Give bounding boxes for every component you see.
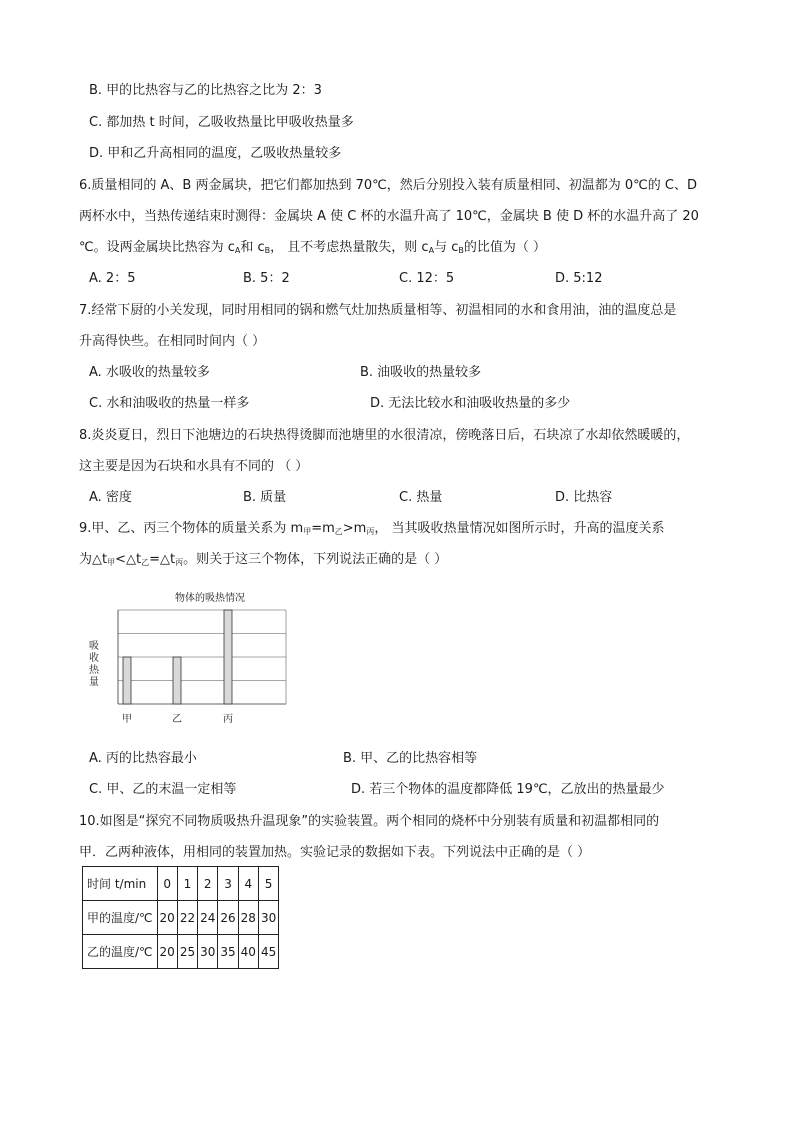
q6-text: 和 c xyxy=(240,240,265,255)
q9-text: =m xyxy=(311,521,335,536)
table-cell: 24 xyxy=(198,901,218,935)
bar-chart-svg xyxy=(84,582,306,742)
q9-option-d: D. 若三个物体的温度都降低 19℃，乙放出的热量最少 xyxy=(351,782,665,797)
q5-option-c: C. 都加热 t 时间，乙吸收热量比甲吸收热量多 xyxy=(89,115,354,130)
table-row xyxy=(83,901,279,935)
experiment-data-table xyxy=(82,866,279,969)
q7-stem-line-2: 升高得快些。在相同时间内（ ） xyxy=(79,334,266,349)
chart-bar-3 xyxy=(224,610,232,704)
table-cell: 1 xyxy=(177,867,197,901)
subscript-bing: 丙 xyxy=(175,558,184,567)
q9-stem-line-1 xyxy=(79,520,664,541)
q7-stem-line-1: 7.经常下厨的小关发现，同时用相同的锅和燃气灶加热质量相等、初温相同的水和食用油，油的温度总是 xyxy=(79,303,677,318)
subscript-yi: 乙 xyxy=(334,527,343,536)
table-cell: 20 xyxy=(157,901,177,935)
table-cell: 28 xyxy=(238,901,258,935)
table-row xyxy=(83,867,279,901)
q8-option-d: D. 比热容 xyxy=(555,490,613,505)
chart-bar-2 xyxy=(173,657,181,704)
q9-text: >m xyxy=(342,521,367,536)
subscript-yi: 乙 xyxy=(141,558,150,567)
table-cell: 0 xyxy=(157,867,177,901)
q8-stem-line-2: 这主要是因为石块和水具有不同的 （ ） xyxy=(79,459,309,474)
table-cell: 3 xyxy=(218,867,238,901)
table-body xyxy=(83,867,279,969)
table-cell: 30 xyxy=(258,901,278,935)
q8-option-c: C. 热量 xyxy=(399,490,443,505)
table-row-header: 甲的温度/℃ xyxy=(83,901,158,935)
q9-option-a: A. 丙的比热容最小 xyxy=(89,751,197,766)
q6-stem-line-1: 6.质量相同的 A、B 两金属块，把它们都加热到 70℃，然后分别投入装有质量相同、初温都为 0℃的 C、D xyxy=(79,178,697,193)
chart-y-axis-label: 吸收热量 xyxy=(86,640,98,688)
q6-text: 的比值为（ ） xyxy=(463,240,546,255)
table-cell: 30 xyxy=(198,935,218,969)
subscript-jia: 甲 xyxy=(107,558,116,567)
q6-option-d: D. 5:12 xyxy=(555,271,603,286)
q9-stem-line-2 xyxy=(79,551,447,572)
q9-option-c: C. 甲、乙的末温一定相等 xyxy=(89,782,237,797)
chart-x-tick-label: 丙 xyxy=(223,714,233,725)
chart-background xyxy=(84,582,306,742)
q9-text: <△t xyxy=(115,552,142,567)
q6-option-b: B. 5：2 xyxy=(243,271,290,286)
q8-option-b: B. 质量 xyxy=(243,490,287,505)
table-cell: 35 xyxy=(218,935,238,969)
q6-stem-line-2: 两杯水中，当热传递结束时测得：金属块 A 使 C 杯的水温升高了 10℃，金属块 B 使 D 杯的水温升高了 20 xyxy=(79,209,699,224)
table-cell: 4 xyxy=(238,867,258,901)
q9-text: 9.甲、乙、丙三个物体的质量关系为 m xyxy=(79,521,304,536)
chart-x-tick-label: 甲 xyxy=(122,714,132,725)
q7-option-b: B. 油吸收的热量较多 xyxy=(360,365,482,380)
q6-option-a: A. 2：5 xyxy=(89,271,136,286)
chart-bar-1 xyxy=(123,657,131,704)
table-cell: 25 xyxy=(177,935,197,969)
table-cell: 40 xyxy=(238,935,258,969)
q6-text: ， 且不考虑热量散失，则 c xyxy=(270,240,429,255)
q9-text: 为△t xyxy=(79,552,108,567)
table-row-header: 时间 t/min xyxy=(83,867,158,901)
table-cell: 26 xyxy=(218,901,238,935)
q9-text: ， 当其吸收热量情况如图所示时，升高的温度关系 xyxy=(374,521,665,536)
chart-title: 物体的吸热情况 xyxy=(175,593,245,604)
q6-text: ℃。设两金属块比热容为 c xyxy=(79,240,235,255)
q5-option-b: B. 甲的比热容与乙的比热容之比为 2：3 xyxy=(89,83,322,98)
table-cell: 5 xyxy=(258,867,278,901)
q9-text: =△t xyxy=(149,552,176,567)
q10-stem-line-1: 10.如图是“探究不同物质吸热升温现象”的实验装置。两个相同的烧杯中分别装有质量和初温都相同的 xyxy=(79,814,660,829)
subscript-b: B xyxy=(458,246,464,255)
subscript-a: A xyxy=(428,246,435,255)
subscript-jia: 甲 xyxy=(303,527,312,536)
table-cell: 2 xyxy=(198,867,218,901)
q9-text: 。则关于这三个物体，下列说法正确的是（ ） xyxy=(183,552,448,567)
table-cell: 45 xyxy=(258,935,278,969)
table-cell: 22 xyxy=(177,901,197,935)
subscript-a: A xyxy=(234,246,241,255)
q10-stem-line-2: 甲．乙两种液体，用相同的装置加热。实验记录的数据如下表。下列说法中正确的是（ ） xyxy=(79,845,591,860)
q8-option-a: A. 密度 xyxy=(89,490,132,505)
heat-absorption-chart xyxy=(84,582,306,742)
q5-option-d: D. 甲和乙升高相同的温度，乙吸收热量较多 xyxy=(89,146,342,161)
table-row-header: 乙的温度/℃ xyxy=(83,935,158,969)
q7-option-a: A. 水吸收的热量较多 xyxy=(89,365,210,380)
q6-text: 与 c xyxy=(434,240,459,255)
chart-x-tick-label: 乙 xyxy=(172,714,182,725)
q7-option-c: C. 水和油吸收的热量一样多 xyxy=(89,396,250,411)
subscript-bing: 丙 xyxy=(366,527,375,536)
q7-option-d: D. 无法比较水和油吸收热量的多少 xyxy=(370,396,571,411)
subscript-b: B xyxy=(264,246,271,255)
table-cell: 20 xyxy=(157,935,177,969)
q8-stem-line-1: 8.炎炎夏日，烈日下池塘边的石块热得烫脚而池塘里的水很清凉，傍晚落日后，石块凉了水却依然暖暖的， xyxy=(79,428,690,443)
q9-option-b: B. 甲、乙的比热容相等 xyxy=(343,751,478,766)
q6-stem-line-3 xyxy=(79,239,546,260)
q6-option-c: C. 12：5 xyxy=(399,271,455,286)
table-row xyxy=(83,935,279,969)
